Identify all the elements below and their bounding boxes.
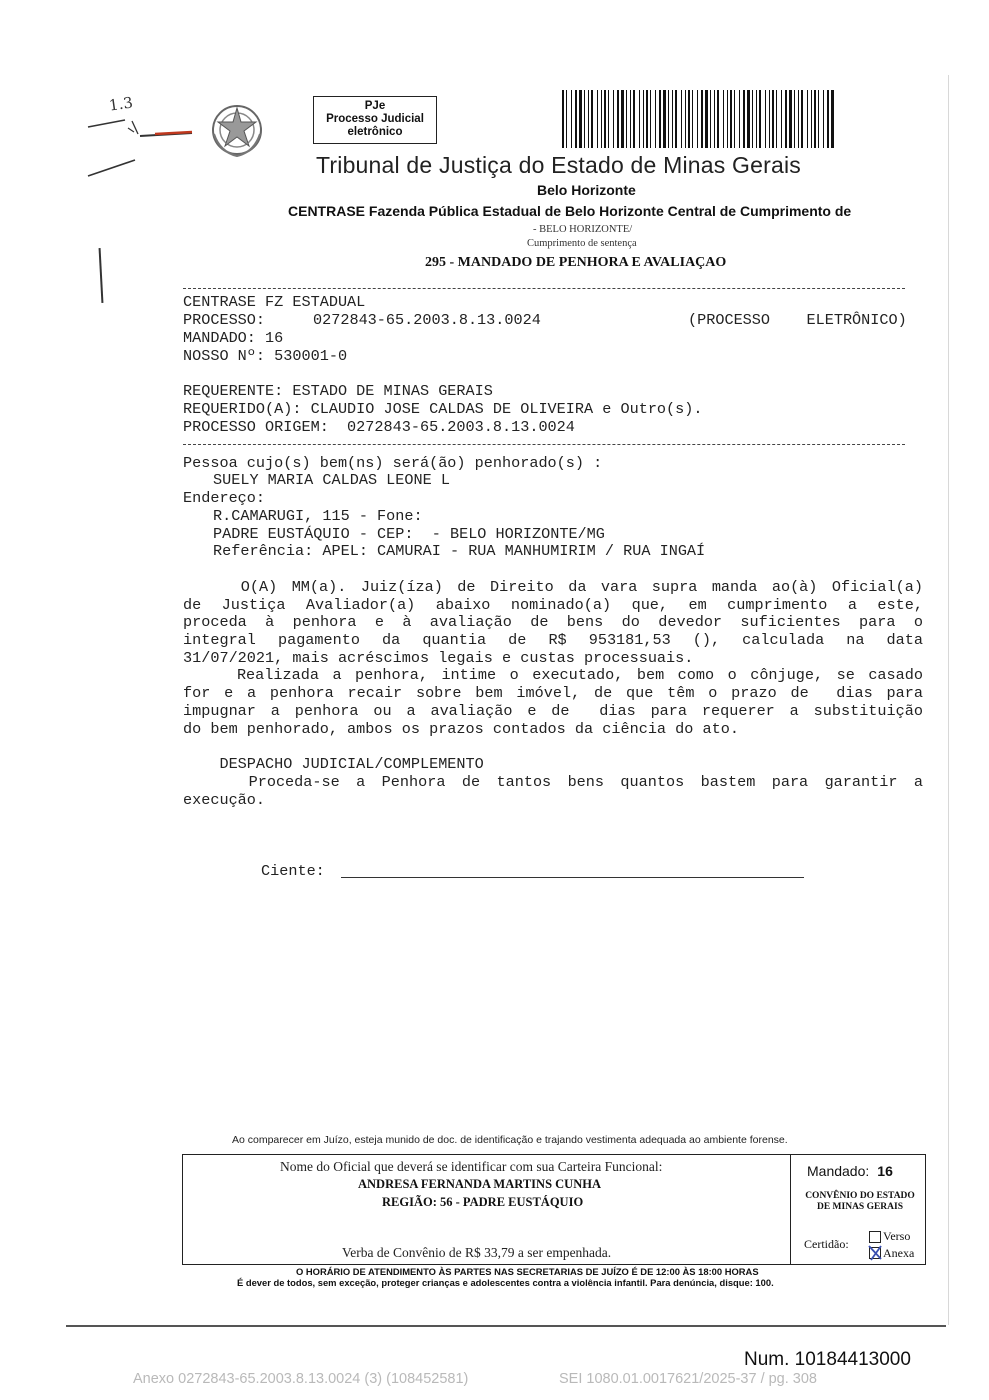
- barcode-bar: [794, 90, 795, 148]
- barcode-bar: [617, 90, 619, 148]
- address-street: R.CAMARUGI, 115 - Fone:: [213, 507, 423, 525]
- court-city: - BELO HORIZONTE/: [533, 224, 633, 235]
- barcode-bar: [601, 90, 602, 148]
- barcode-bar: [626, 90, 627, 148]
- document-number: Num. 10184413000: [744, 1349, 911, 1370]
- body-line: impugnar a penhora ou a avaliação e de dias para requerer a substituição: [183, 702, 923, 720]
- barcode-bar: [650, 90, 651, 148]
- barcode-bar: [655, 90, 656, 148]
- barcode-bar: [772, 90, 774, 148]
- barcode-bar: [591, 90, 593, 148]
- mandado-number: 16: [877, 1163, 893, 1179]
- barcode-bar: [807, 90, 808, 148]
- barcode-bar: [659, 90, 661, 148]
- barcode-bar: [723, 90, 724, 148]
- verso-checkbox[interactable]: [869, 1231, 881, 1243]
- mandado-box: [807, 1163, 893, 1179]
- mandado-line: MANDADO: 16: [183, 329, 284, 347]
- body-line: O(A) MM(a). Juiz(íza) de Direito da vara supra manda ao(à) Oficial(a): [183, 578, 923, 596]
- barcode-bar: [730, 90, 732, 148]
- barcode-bar: [681, 90, 682, 148]
- box-divider: [790, 1154, 791, 1265]
- endereco-label: Endereço:: [183, 489, 266, 507]
- barcode-bar: [579, 90, 582, 148]
- address-reference: Referência: APEL: CAMURAI - RUA MANHUMIRIM / RUA INGAÍ: [213, 542, 706, 560]
- unit-line: CENTRASE FZ ESTADUAL: [183, 293, 366, 311]
- body-line: proceda à penhora e à avaliação de bens do devedor suficientes para o: [183, 613, 923, 631]
- case-class: Cumprimento de sentença: [527, 238, 637, 249]
- pje-line-2: Processo Judicial: [326, 113, 424, 125]
- horario-note: O HORÁRIO DE ATENDIMENTO ÀS PARTES NAS SECRETARIAS DE JUÍZO É DE 12:00 ÀS 18:00 HORAS: [296, 1266, 759, 1277]
- barcode-bar: [588, 90, 589, 148]
- barcode-bar: [811, 90, 812, 148]
- despacho-text: Proceda-se a Penhora de tantos bens quantos bastem para garantir a: [183, 773, 923, 791]
- body-line: de Justiça Avaliador(a) abaixo nominado(a) que, em cumprimento a este,: [183, 596, 923, 614]
- tribunal-title: Tribunal de Justiça do Estado de Minas Gerais: [316, 152, 802, 178]
- city-name: Belo Horizonte: [537, 182, 636, 198]
- ciente-label: Ciente:: [261, 862, 325, 880]
- verba-note: Verba de Convênio de R$ 33,79 a ser empenhada.: [342, 1245, 612, 1260]
- sheet-bottom-edge: [66, 1325, 946, 1327]
- anexa-checkbox[interactable]: [869, 1247, 881, 1259]
- barcode-bar: [672, 90, 673, 148]
- barcode-bar: [675, 90, 677, 148]
- barcode-bar: [705, 90, 708, 148]
- barcode-bar: [668, 90, 669, 148]
- barcode-bar: [765, 90, 766, 148]
- processo-number: 0272843-65.2003.8.13.0024: [313, 311, 541, 329]
- nosso-numero: NOSSO Nº: 530001-0: [183, 347, 348, 365]
- processo-type: (PROCESSO ELETRÔNICO): [688, 311, 907, 329]
- barcode-bar: [604, 90, 606, 148]
- barcode-bar: [692, 90, 693, 148]
- barcode-bar: [769, 90, 770, 148]
- barcode-bar: [621, 90, 624, 148]
- convenio-line-1: CONVÊNIO DO ESTADO: [805, 1191, 915, 1201]
- despacho-text: execução.: [183, 791, 266, 809]
- document-title: 295 - MANDADO DE PENHORA E AVALIAÇAO: [425, 255, 727, 270]
- body-line: do bem penhorado, ambos os prazos contados da ciência do ato.: [183, 720, 739, 738]
- barcode-bar: [639, 90, 640, 148]
- requerente: REQUERENTE: ESTADO DE MINAS GERAIS: [183, 382, 493, 400]
- barcode-bar: [630, 90, 631, 148]
- barcode-bar: [566, 90, 567, 148]
- anexa-label: Anexa: [883, 1246, 915, 1260]
- barcode-bar: [759, 90, 761, 148]
- barcode-bar: [743, 90, 745, 148]
- body-line: integral pagamento da quantia de R$ 953181,53 (), calculada na data: [183, 631, 923, 649]
- barcode-bar: [827, 90, 829, 148]
- sei-reference: SEI 1080.01.0017621/2025-37 / pg. 308: [559, 1371, 817, 1387]
- barcode-bar: [831, 90, 834, 148]
- mandado-label: Mandado:: [807, 1163, 870, 1179]
- divider: [183, 288, 905, 289]
- person-name: SUELY MARIA CALDAS LEONE L: [213, 471, 450, 489]
- divider: [183, 444, 905, 445]
- barcode-bar: [663, 90, 666, 148]
- processo-origem: PROCESSO ORIGEM: 0272843-65.2003.8.13.0024: [183, 418, 575, 436]
- officer-name: ANDRESA FERNANDA MARTINS CUNHA: [358, 1177, 601, 1191]
- barcode-bar: [575, 90, 577, 148]
- barcode-bar: [798, 90, 799, 148]
- pje-stamp: [313, 96, 437, 144]
- barcode-bar: [747, 90, 750, 148]
- barcode-bar: [562, 90, 564, 148]
- barcode-bar: [785, 90, 787, 148]
- barcode-bar: [688, 90, 690, 148]
- barcode-bar: [776, 90, 777, 148]
- officer-region: REGIÃO: 56 - PADRE EUSTÁQUIO: [382, 1195, 584, 1209]
- pje-line-3: eletrônico: [347, 126, 403, 138]
- barcode-bar: [608, 90, 609, 148]
- barcode-bar: [717, 90, 719, 148]
- barcode-bar: [710, 90, 711, 148]
- barcode-bar: [814, 90, 816, 148]
- checkmark-icon: [868, 1245, 882, 1261]
- handwritten-annotation: 1.3: [107, 93, 134, 115]
- barcode-bar: [801, 90, 803, 148]
- barcode-bar: [643, 90, 644, 148]
- barcode-bar: [633, 90, 635, 148]
- margin-mark: [99, 248, 104, 303]
- body-line: 31/07/2021, mais acréscimos legais e custas processuais.: [183, 649, 694, 667]
- child-protection-note: É dever de todos, sem exceção, proteger crianças e adolescentes contra a violência infantil. Para denúncia, disque: 100.: [237, 1277, 774, 1288]
- handwritten-marks: [80, 92, 200, 182]
- barcode-bar: [756, 90, 757, 148]
- barcode-bar: [597, 90, 598, 148]
- processo-label: PROCESSO:: [183, 311, 266, 329]
- barcode-bar: [789, 90, 792, 148]
- anexo-reference: Anexo 0272843-65.2003.8.13.0024 (3) (108452581): [133, 1371, 469, 1387]
- convenio-line-2: DE MINAS GERAIS: [816, 1202, 904, 1212]
- barcode-bar: [734, 90, 735, 148]
- despacho-title: DESPACHO JUDICIAL/COMPLEMENTO: [183, 755, 484, 773]
- address-district: PADRE EUSTÁQUIO - CEP: - BELO HORIZONTE/MG: [213, 525, 605, 543]
- barcode-bar: [823, 90, 824, 148]
- barcode-bar: [781, 90, 782, 148]
- body-line: Realizada a penhora, intime o executado, bem como o cônjuge, se casado: [183, 666, 923, 684]
- certidao-label: Certidão:: [804, 1237, 849, 1251]
- barcode-bar: [739, 90, 740, 148]
- barcode-bar: [714, 90, 715, 148]
- court-unit: CENTRASE Fazenda Pública Estadual de Belo Horizonte Central de Cumprimento de: [288, 203, 852, 219]
- person-intro: Pessoa cujo(s) bem(ns) será(ão) penhorado(s) :: [183, 454, 603, 472]
- coat-of-arms-icon: [208, 100, 266, 160]
- convenio-label: [796, 1191, 924, 1213]
- barcode-bar: [584, 90, 585, 148]
- pje-line-1: PJe: [364, 100, 386, 112]
- barcode-bar: [727, 90, 728, 148]
- barcode-bar: [697, 90, 698, 148]
- barcode: [560, 90, 835, 148]
- barcode-bar: [752, 90, 753, 148]
- attire-note: Ao comparecer em Juízo, esteja munido de doc. de identificação e trajando vestimenta adequada ao ambiente forense.: [232, 1134, 788, 1146]
- verso-label: Verso: [883, 1229, 911, 1243]
- barcode-bar: [701, 90, 703, 148]
- sheet-edge: [948, 75, 949, 1325]
- barcode-bar: [613, 90, 614, 148]
- barcode-bar: [818, 90, 819, 148]
- signature-line[interactable]: [341, 877, 804, 878]
- barcode-bar: [685, 90, 686, 148]
- barcode-bar: [571, 90, 572, 148]
- officer-label: Nome do Oficial que deverá se identificar com sua Carteira Funcional:: [280, 1159, 663, 1174]
- body-line: for e a penhora recair sobre bem imóvel, de que têm o prazo de dias para: [183, 684, 923, 702]
- barcode-bar: [646, 90, 648, 148]
- requerido: REQUERIDO(A): CLAUDIO JOSE CALDAS DE OLIVEIRA e Outro(s).: [183, 400, 703, 418]
